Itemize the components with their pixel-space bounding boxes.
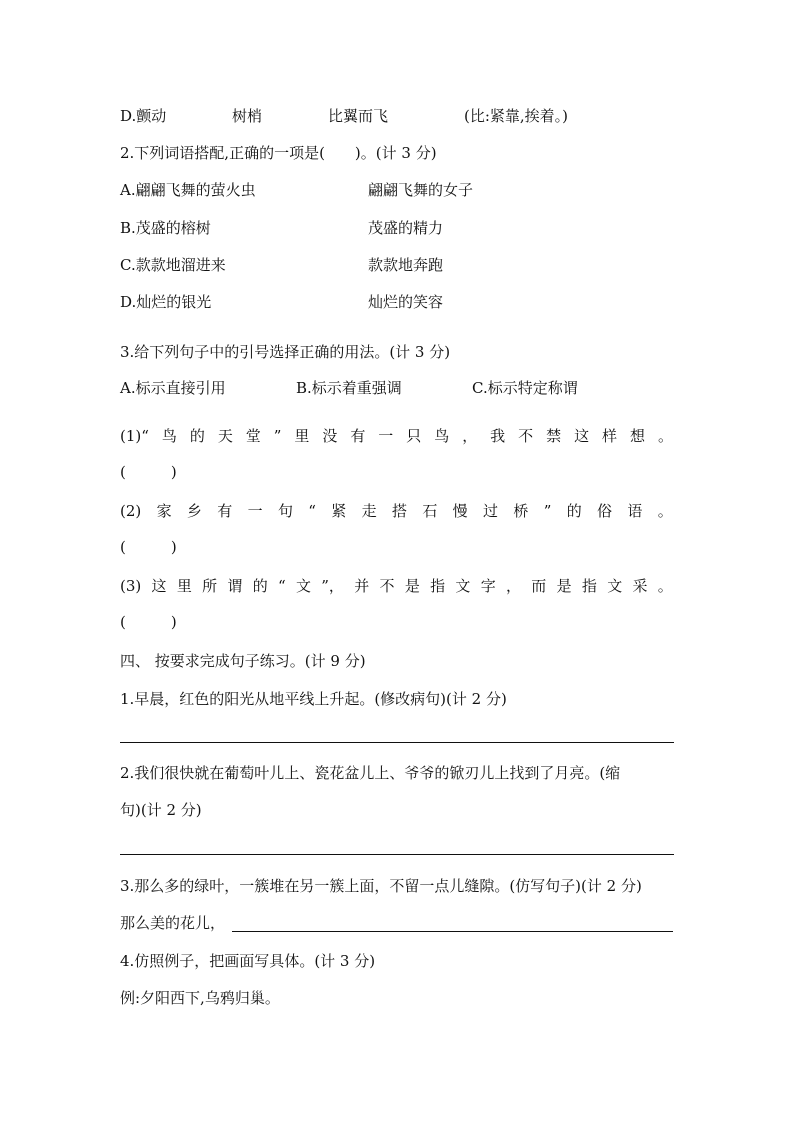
sentence-token: 采 (632, 577, 648, 595)
q3-choice-b: B.标示着重强调 (296, 379, 402, 397)
s4-q3-sentence-prefix: 那么美的花儿， (120, 914, 226, 932)
sentence-token: (2) (120, 502, 142, 520)
sentence-token: 石 (422, 502, 438, 520)
sentence-token: 里 (176, 577, 192, 595)
sentence-token: 没 (322, 427, 338, 445)
sentence-token: 慢 (452, 502, 468, 520)
q2-title: 2.下列词语搭配,正确的一项是( )。(计 3 分) (120, 144, 437, 162)
sentence-token: 文 (607, 577, 623, 595)
sentence-token: 堂 (245, 427, 261, 445)
sentence-token: 这 (574, 427, 590, 445)
sentence-token: 指 (581, 577, 597, 595)
sentence-token: ” (543, 502, 552, 520)
sentence-token: 里 (294, 427, 310, 445)
q2-option-d-left: D.灿烂的银光 (120, 293, 212, 311)
sentence-token: ” (273, 427, 282, 445)
sentence-token: 一 (378, 427, 394, 445)
q3-answer-blank-2[interactable]: ( ) (120, 538, 177, 556)
sentence-token: 而 (531, 577, 547, 595)
s4-q3-prompt: 3.那么多的绿叶，一簇堆在另一簇上面，不留一点儿缝隙。(仿写句子)(计 2 分) (120, 877, 642, 895)
q2-option-b-left: B.茂盛的榕树 (120, 219, 211, 237)
sentence-token: 并 (354, 577, 370, 595)
sentence-token: 有 (217, 502, 233, 520)
sentence-token: 想 (630, 427, 646, 445)
s4-q1-answer-line[interactable] (120, 742, 674, 743)
q3-answer-blank-1[interactable]: ( ) (120, 463, 177, 481)
sentence-token: 文 (295, 577, 311, 595)
sentence-token: 过 (483, 502, 499, 520)
section-4-title: 四、 按要求完成句子练习。(计 9 分) (120, 652, 366, 670)
s4-q1-prompt: 1.早晨，红色的阳光从地平线上升起。(修改病句)(计 2 分) (120, 690, 507, 708)
s4-q2-answer-line[interactable] (120, 854, 674, 855)
sentence-token: “ (308, 502, 316, 520)
sentence-token: “ (278, 577, 286, 595)
sentence-token: (1)“ (120, 427, 149, 445)
sentence-token: 这 (151, 577, 167, 595)
sentence-token: 。 (657, 427, 673, 445)
sentence-token: 俗 (597, 502, 613, 520)
q3-choice-a: A.标示直接引用 (120, 379, 226, 397)
sentence-token: 是 (556, 577, 572, 595)
q2-option-c-left: C.款款地溜进来 (120, 256, 226, 274)
s4-q3-answer-line[interactable] (232, 931, 673, 932)
q1-option-d-label: D.颤动 (120, 107, 167, 125)
sentence-token: 家 (156, 502, 172, 520)
s4-q2-prompt-line-2: 句)(计 2 分) (120, 801, 202, 819)
sentence-token: 桥 (513, 502, 529, 520)
s4-q4-example: 例:夕阳西下,乌鸦归巢。 (120, 989, 280, 1007)
sentence-token: 的 (252, 577, 268, 595)
sentence-token: 。 (657, 502, 673, 520)
q1-option-d-word-3: 比翼而飞 (328, 107, 389, 125)
sentence-token: ”， (321, 577, 344, 595)
sentence-token: 样 (602, 427, 618, 445)
sentence-token: 一 (247, 502, 263, 520)
sentence-token: 禁 (546, 427, 562, 445)
sentence-token: 紧 (331, 502, 347, 520)
sentence-token: 所 (202, 577, 218, 595)
q3-choice-c: C.标示特定称谓 (472, 379, 578, 397)
q3-answer-blank-3[interactable]: ( ) (120, 613, 177, 631)
q1-option-d-word-2: 树梢 (232, 107, 263, 125)
q2-option-a-right: 翩翩飞舞的女子 (368, 181, 474, 199)
q3-sentence-1 (120, 426, 673, 446)
sentence-token: 语 (627, 502, 643, 520)
sentence-token: 句 (277, 502, 293, 520)
sentence-token: 的 (566, 502, 582, 520)
sentence-token: 不 (379, 577, 395, 595)
q3-sentence-2 (120, 501, 673, 521)
sentence-token: 的 (189, 427, 205, 445)
sentence-token: 鸟 (161, 427, 177, 445)
sentence-token: 字 (480, 577, 496, 595)
sentence-token: 乡 (186, 502, 202, 520)
sentence-token: 走 (361, 502, 377, 520)
q1-option-d-note: (比:紧靠,挨着。) (464, 107, 569, 125)
sentence-token: 。 (657, 577, 673, 595)
s4-q2-prompt-line-1: 2.我们很快就在葡萄叶儿上、瓷花盆儿上、爷爷的锨刃儿上找到了月亮。(缩 (120, 764, 621, 782)
sentence-token: 文 (455, 577, 471, 595)
sentence-token: ， (462, 427, 478, 445)
q2-option-c-right: 款款地奔跑 (368, 256, 444, 274)
sentence-token: 有 (350, 427, 366, 445)
q2-option-a-left: A.翩翩飞舞的萤火虫 (120, 181, 256, 199)
sentence-token: 是 (404, 577, 420, 595)
sentence-token: 指 (430, 577, 446, 595)
s4-q4-prompt: 4.仿照例子，把画面写具体。(计 3 分) (120, 952, 376, 970)
sentence-token: 天 (217, 427, 233, 445)
sentence-token: 不 (518, 427, 534, 445)
sentence-token: ， (506, 577, 522, 595)
q3-title: 3.给下列句子中的引号选择正确的用法。(计 3 分) (120, 343, 451, 361)
sentence-token: 我 (490, 427, 506, 445)
sentence-token: 鸟 (434, 427, 450, 445)
q3-sentence-3 (120, 576, 673, 596)
q2-option-b-right: 茂盛的精力 (368, 219, 444, 237)
sentence-token: 搭 (391, 502, 407, 520)
sentence-token: 谓 (227, 577, 243, 595)
sentence-token: (3) (120, 577, 142, 595)
q2-option-d-right: 灿烂的笑容 (368, 293, 444, 311)
sentence-token: 只 (406, 427, 422, 445)
